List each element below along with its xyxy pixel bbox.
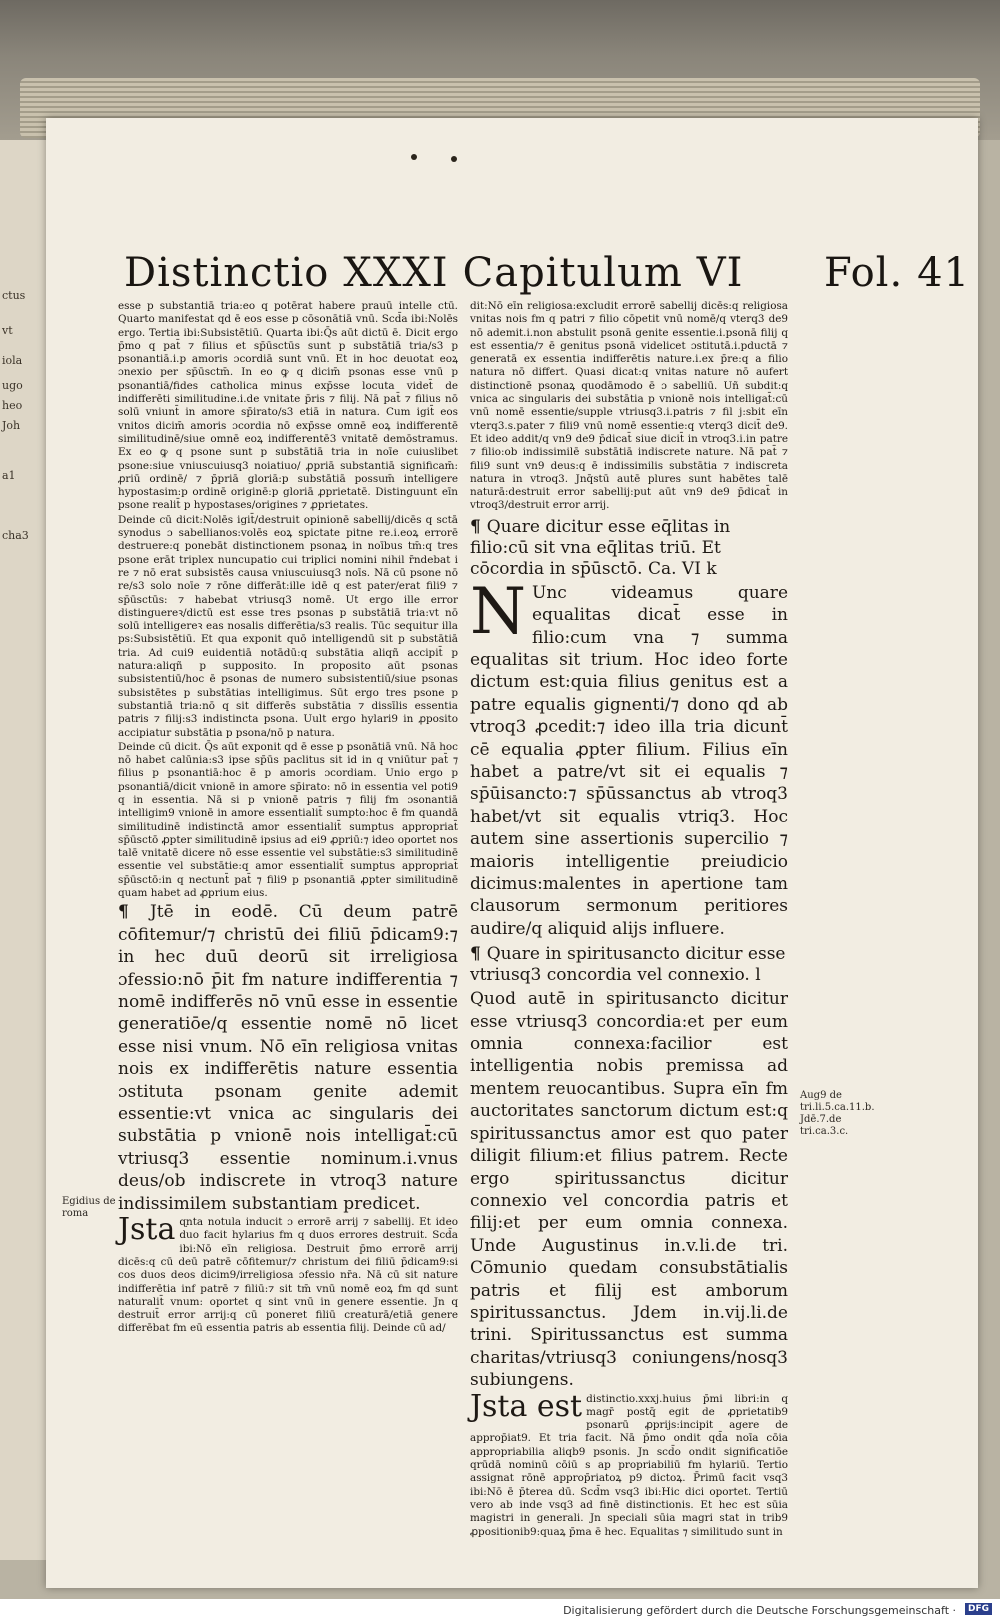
ink-spot [451, 156, 457, 162]
margin-note: Egidius de roma [62, 1196, 116, 1219]
header-fol: Fol. [824, 250, 904, 296]
commentary-paragraph: Deinde cū dicit. Q̄s aūt exponit qd ē esse p psonātiā vnū. Nā hoc nō habet calūnia:s3 ipse sp̄ūs paclitus sit id in q vniūtur pat̄ ⁊ filius p psonantiā:hoc ē p amoris ɔcordiam. Unio ergo p psonantiā/dicit vnionē in amore sp̄irato: nō in essentia vel poti9 q in essentia. Nā si p vnionē patris ⁊ filij fm ɔsonantiā intelligim9 vnionē in amore essentialit̄ sumpto:hoc ē fm quandā similitudinē indistinctā amor essentialit̄ sumptus appropriat̄ sp̄ūsctō ꝓpter similitudinē ipsius ad ei9 ꝓpriū:⁊ ideo oportet nos talē vnitatē dicere nō esse essentie vel substātie:s3 similitudinē essentie vel substātie:q amor essentialit̄ sumptus appropriat̄ sp̄ūsctō:in q nectunt̄ pat̄ ⁊ fili9 p psonantiā ꝓpter similitudinē quam habet ad ꝓprium eius. [118, 740, 458, 900]
left-facing-page [0, 140, 50, 1560]
ink-spot [411, 154, 417, 160]
left-page-scrap: ugo [2, 379, 23, 392]
header-capitulum: Capitulum [462, 250, 683, 296]
pilcrow-mark: ¶ [118, 902, 150, 923]
main-text-body: Unc videamus quare equalitas dicat̄ esse in filio:cum vna ⁊ summa equalitas sit trium. Hoc ideo forte dictum est:quia filius genitus est a patre equalis gignenti/⁊ dono qd ab vtroq3 ꝓcedit:⁊ ideo illa tria dicunt̄ cē equalia ꝓpter filium. Filius eīn habet a patre/vt sit ei equalis ⁊ sp̄ūisancto:⁊ sp̄ūssanctus ab vtroq3 habet/vt sit equalis vtriq3. Hoc autem sine assertionis supercilio ⁊ maioris intelligentie preiudicio dicimus:malentes in apertione tam clausorum sermonum peritiores audire/q aliquid alijs influere. [470, 582, 788, 939]
chapter-heading [470, 517, 788, 580]
folio-number: 41 [917, 250, 971, 296]
main-text-paragraph: Quod autē in spiritusancto dicitur esse vtriusq3 concordia:et per eum omnia connexa:facilior est intelligentia nobis premissa ad mentem reuocantibus. Supra eīn fm auctoritates sanctorum dictum est:q spiritussanctus amor est quo pater diligit filium:et filius patrem. Recte ergo spiritussanctus dicitur connexio vel concordia patris et filij:et per eum omnia connexa. Unde Augustinus in.v.li.de tri. Cōmunio quedam consubstātialis patris et filij est amborum spiritussanctus. Jdem in.vij.li.de trini. Spiritussanctus est summa charitas/vtriusq3 coniungens/nosq3 subiungens. [470, 989, 788, 1391]
commentary-paragraph: Deinde cū dicit:Nolēs igit̄/destruit opinionē sabellij/dicēs q sctā synodus ɔ sabellianos:volēs eoꝝ spictate pitne re.i.eoꝝ errorē destruere:q ponebāt distinctionem psonaꝝ in noībus tm̄:q tres psone erāt triplex nuncupatio cui triplici nomini nihil r̄ndebat i re ⁊ nō erat subsistēs causa vniuscuiusq3 noīs. Nā cū psone nō re/s3 solo noīe ⁊ rōne differāt:ille idē q est pater/erat fili9 ⁊ sp̄ūsctūs: ⁊ habebat vtriusq3 nomē. Ut ergo ille error distinguereꝛ/dictū est esse tres psonas p substātiā tria:vt nō solū intelligereꝛ eas nosalis differētia/s3 realis. Tūc sequitur illa ps:Subsistētiū. Et qua exponit quō intelligendū sit p substātiā tria. Ad cui9 euidentiā notādū:q substātia aliqñ accipit̄ p natura:aliqñ p supposito. In proposito aūt psonas subsistentiū/hoc ē psonas de numero subsistentiū/siue psonas subsistētes p substātias intelligimus. Sūt ergo tres psone p substantiā tria:nō q sit differēs substātia ⁊ dissīlis essentia patris ⁊ filij:s3 indistincta psona. Uult ergo hylari9 in ꝓposito accipiatur substātia p psona/nō p natura. [118, 513, 458, 739]
right-column [470, 300, 788, 1540]
footer-bar [0, 1599, 1000, 1621]
main-text-paragraph [470, 574, 788, 941]
left-column [118, 300, 458, 1337]
main-text-paragraph [118, 901, 458, 1215]
chapter-heading [470, 944, 788, 986]
left-page-scrap: iola [2, 354, 23, 367]
chapter-label: Ca. VI [647, 558, 701, 579]
commentary-paragraph [118, 1212, 458, 1336]
chapter-heading-text: Quare in spiritusancto dicitur esse vtriusq3 concordia vel connexio. [470, 944, 786, 986]
main-text-heading: Jtē in eodē. [149, 902, 279, 923]
margin-note: Aug9 de tri.li.5.ca.11.b. Jdē.7.de tri.ca.3.c. [800, 1090, 875, 1137]
left-page-scrap: heo [2, 399, 23, 412]
chapter-heading-text: Quare dicitur esse eq̄litas in filio:cū sit vna eq̄litas triū. Et cōcordia in sp̄ūsctō. [470, 516, 731, 579]
commentary-paragraph [470, 1388, 788, 1539]
section-letter: l [755, 965, 761, 986]
section-letter: k [706, 558, 717, 579]
pilcrow-mark: ¶ [470, 516, 487, 537]
dfg-logo: DFG [965, 1603, 992, 1615]
decorated-initial: Jsta est [470, 1388, 583, 1424]
commentary-body: ɋnta notula inducit ɔ errorē arrij ⁊ sabellij. Et ideo duo facit hylarius fm q duos errores destruit. Scd̄a ibi:Nō eīn religiosa. Destruit p̄mo errorē arrij dicēs:q cū deū patrē cōfitemur/⁊ christum dei filiū p̄dicam9:si cos duos deos dicim9/irreligiosa ɔfessio nr̄a. Nā cū sit nature indifferētia inf patrē ⁊ filiū:⁊ sit tm̄ vnū nomē eoꝝ fm qd sunt naturalit̄ vnum: oportet q sint vnū in genere essentie. Jn q destruit̄ error arrij:q cū poneret filiū creaturā/etiā genere differēbat fm eū essentia patris ab essentia filij. Deinde cū ad/ [118, 1216, 458, 1335]
left-page-scrap: a1 [2, 469, 16, 482]
commentary-body: distinctio.xxxj.huius p̄mi libri:in q magr̄ postq̄ egit de ꝓprietatib9 psonarū ꝓprijs:incipit agere de approp̄iat9. Et tria facit. Nā p̄mo ondit qd̄a noīa cōia appropriabilia aliqb9 psonis. Jn scd̄o ondit significatiōe qrūdā nominū cōiū s ap propriabiliū fm hylariū. Tertio assignat rōnē approp̄riatoꝝ p9 dictoꝝ. P̄rimū facit vsq3 ibi:Nō ē p̄terea dū. Scd̄m vsq3 ibi:Hic dici oportet. Tertiū vero ab inde vsq3 ad finē distinctionis. Et hec est sūia magistri in generali. Jn speciali sūia magri stat in trib9 ꝓpositionib9:quaꝝ p̄ma ē hec. Equalitas ⁊ similitudo sunt in [470, 1392, 788, 1538]
header-distinctio-number: XXXI [343, 250, 449, 296]
decorated-initial: Jsta [118, 1212, 176, 1248]
left-page-scrap: vt [2, 324, 13, 337]
commentary-paragraph: dit:Nō eīn religiosa:excludit errorē sabellij dicēs:q religiosa vnitas nois fm q patri ⁊ filio cōpetit vnū nomē/q vterq3 de9 nō ademit.i.non abstulit psonā genite essentie.i.psonā filij q est essentia/⁊ ē genitus psonā videlicet ɔstitutā.i.pductā ⁊ generatā ex essentia indifferētis nature.i.ex p̄re:q a filio natura nō differt. Quasi dicat:q vnitas nature nō aufert distinctionē psonaꝝ quodāmodo ē ɔ sabelliū. Uñ subdit:q vnica ac singularis dei substātia p vnionē nois intelligat̄:cū vnū nomē essentie/supple vtriusq3.i.patris ⁊ fil j:sbit eīn vterq3.s.pater ⁊ fili9 vnū nomē essentie:q vterq3 dicit̄ de9. Et ideo addit/q vn9 de9 p̄dicat̄ siue dicit̄ in vtroq3.i.in patre ⁊ filio:ob indissimilē substātiā indiscrete nature. Nā pat̄ ⁊ fili9 sunt vn9 deus:q ē indissimilis substātia ⁊ indiscreta natura in vtroq3. Jnq̄stū autē plures sunt habētes talē naturā:destruit error sabellij:put aūt vn9 de9 p̄dicat̄ in vtroq3/destruit error arrij. [470, 300, 788, 512]
header-distinctio: Distinctio [124, 250, 330, 296]
main-text-body: Cū deum patrē cōfitemur/⁊ christū dei filiū p̄dicam9:⁊ in hec duū deorū sit irreligiosa ɔfessio:nō p̄it fm nature indifferentia ⁊ nomē indifferēs nō vnū esse in essentie generatiōe/q essentie nomē nō licet esse nisi vnum. Nō eīn religiosa vnitas nois ex indifferētis nature essentia ɔstituta psonam genite ademit essentie:vt vnica ac singularis dei substātia p vnionē nois intelligat̄:cū vtriusq3 essentie nominum.i.vnus deus/ob indiscrete in vtroq3 nature indissimilem substantiam predicet. [118, 902, 458, 1214]
decorated-initial: N [470, 574, 526, 649]
left-page-scrap: cha3 [2, 529, 29, 542]
left-page-scrap: Joh [2, 419, 21, 432]
digitization-credit: Digitalisierung gefördert durch die Deutsche Forschungsgemeinschaft · [563, 1604, 956, 1617]
left-page-scrap: ctus [2, 289, 26, 302]
header-capitulum-number: VI [696, 250, 744, 296]
commentary-paragraph: esse p substantiā tria:eo q potērat habere prauū intelle ctū. Quarto manifestat qd ē eos esse p cōsonātiā vnū. Scd̄a ibi:Nolēs ergo. Tertia ibi:Subsistētiū. Quarta ibi:Q̄s aūt dictū ē. Dicit ergo p̄mo q pat̄ ⁊ filius et sp̄ūsctūs sunt p substātiā tria/s3 p psonantiā.i.p amoris ɔcordiā sunt vnū. Et in hoc deuotat eoꝝ ɔnexio per sp̄ūsctm̄. In eo ꝙ q dicim̄ psonas esse vnū p psonantiā/fides catholica minus exp̄sse locuta videt̄ de indifferēti similitudine.i.de vnitate p̄ris ⁊ filij. Nā pat̄ ⁊ filius nō solū vniunt̄ in amore sp̄irato/s3 etiā in natura. Cum igit̄ eos vnitos dicim̄ amoris ɔcordia nō exp̄sse omnē eoꝝ indifferentē similitudinē/siue omnē eoꝝ indifferentē3 vnitatē demōstramus. Ex eo ꝙ q psone sunt p substātiā tria in noīe cuiuslibet psone:siue vniuscuiusq3 noiatiuo/ ꝓpriā substantiā significam̄: ꝓriū ordinē/ ⁊ p̄priā gloriā:p substātiā possum̄ intelligere hypostasim:p ordinē originē:p gloriā ꝓprietatē. Distinguunt eīn psone realit̄ p hypostases/origines ⁊ ꝓprietates. [118, 300, 458, 512]
pilcrow-mark: ¶ [470, 944, 487, 965]
